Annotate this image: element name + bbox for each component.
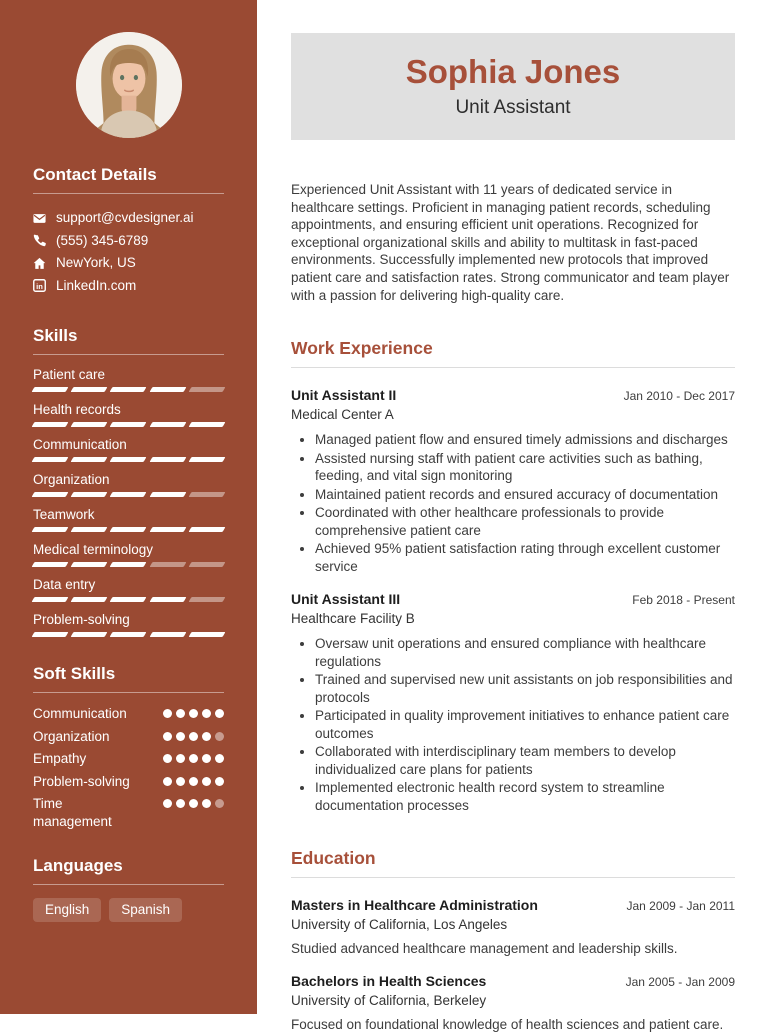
meter-segment — [71, 387, 108, 392]
meter-segment — [110, 527, 147, 532]
language-pill: English — [33, 898, 101, 922]
skills-heading: Skills — [33, 326, 224, 355]
job-dates: Feb 2018 - Present — [632, 593, 735, 608]
rating-dot — [163, 732, 172, 741]
skill-label: Data entry — [33, 577, 96, 592]
job-bullet: • Managed patient flow and ensured timely admissions and discharges — [315, 431, 735, 449]
main-content — [257, 0, 768, 1033]
skill-label: Medical terminology — [33, 542, 154, 557]
meter-segment — [188, 422, 225, 427]
meter-segment — [149, 492, 186, 497]
job-bullet: • Coordinated with other healthcare professionals to provide comprehensive patient care — [315, 504, 735, 539]
skill-meter — [33, 492, 224, 497]
contact-linkedin-text: LinkedIn.com — [56, 277, 137, 293]
job-bullet: • Collaborated with interdisciplinary team members to develop individualized care plans for patients — [315, 743, 735, 778]
meter-segment — [71, 632, 108, 637]
job-title: Unit Assistant II — [291, 387, 397, 404]
phone-icon — [33, 234, 46, 247]
education-entry — [291, 973, 735, 1033]
skill-meter — [33, 632, 224, 637]
education-entry-head — [291, 973, 735, 990]
job-title: Unit Assistant III — [291, 591, 401, 608]
soft-skill-label: Problem-solving — [33, 773, 130, 789]
skill-row — [33, 366, 224, 392]
job-bullet: • Oversaw unit operations and ensured compliance with healthcare regulations — [315, 635, 735, 670]
meter-segment — [110, 457, 147, 462]
rating-dot — [163, 777, 172, 786]
contact-item-linkedin[interactable] — [33, 275, 224, 298]
profile-photo — [76, 32, 182, 138]
skill-label: Health records — [33, 402, 121, 417]
skill-row — [33, 506, 224, 532]
meter-segment — [149, 562, 186, 567]
soft-skill-row — [33, 728, 224, 746]
home-icon — [33, 257, 46, 270]
contact-item-phone — [33, 230, 224, 253]
meter-segment — [71, 457, 108, 462]
avatar-illustration — [76, 32, 182, 138]
skill-row — [33, 541, 224, 567]
language-pill: Spanish — [109, 898, 182, 922]
job-bullet: • Implemented electronic health record system to streamline documentation processes — [315, 779, 735, 814]
contact-section — [33, 165, 224, 297]
job-bullet: • Achieved 95% patient satisfaction rating through excellent customer service — [315, 540, 735, 575]
meter-segment — [188, 387, 225, 392]
meter-segment — [71, 527, 108, 532]
degree-title: Masters in Healthcare Administration — [291, 897, 538, 914]
soft-skill-label: Organization — [33, 728, 110, 744]
skill-row — [33, 576, 224, 602]
meter-segment — [188, 492, 225, 497]
rating-dot — [215, 799, 224, 808]
rating-dot — [163, 709, 172, 718]
meter-segment — [110, 492, 147, 497]
skill-meter — [33, 527, 224, 532]
resume-header — [291, 33, 735, 140]
contact-item-location — [33, 252, 224, 275]
work-experience-section — [291, 338, 735, 814]
job-dates: Jan 2010 - Dec 2017 — [623, 389, 735, 404]
rating-dot — [176, 709, 185, 718]
work-experience-heading: Work Experience — [291, 338, 735, 368]
contact-heading: Contact Details — [33, 165, 224, 194]
rating-dots — [163, 773, 224, 786]
languages-heading: Languages — [33, 856, 224, 885]
job-bullet: • Maintained patient records and ensured accuracy of documentation — [315, 486, 735, 504]
skill-meter — [33, 387, 224, 392]
rating-dots — [163, 750, 224, 763]
contact-email-text: support@cvdesigner.ai — [56, 210, 194, 225]
skill-label: Communication — [33, 437, 127, 452]
meter-segment — [110, 387, 147, 392]
skill-row — [33, 471, 224, 497]
soft-skill-rows — [33, 705, 224, 830]
rating-dot — [202, 799, 211, 808]
rating-dot — [189, 777, 198, 786]
skill-label: Teamwork — [33, 507, 95, 522]
soft-skill-row — [33, 795, 224, 830]
education-dates: Jan 2009 - Jan 2011 — [626, 899, 735, 914]
contact-list — [33, 207, 224, 297]
rating-dot — [202, 754, 211, 763]
svg-text:in: in — [36, 282, 43, 291]
education-dates: Jan 2005 - Jan 2009 — [625, 975, 735, 990]
rating-dot — [189, 799, 198, 808]
education-entry — [291, 897, 735, 957]
meter-segment — [71, 492, 108, 497]
rating-dot — [202, 732, 211, 741]
job-bullet-list — [291, 635, 735, 814]
skill-meter — [33, 562, 224, 567]
contact-item-email[interactable] — [33, 207, 224, 230]
contact-location-text: NewYork, US — [56, 255, 136, 270]
meter-segment — [110, 632, 147, 637]
job-bullet: • Participated in quality improvement initiatives to enhance patient care outcomes — [315, 707, 735, 742]
person-name: Sophia Jones — [405, 52, 621, 90]
job-bullet: • Assisted nursing staff with patient care activities such as bathing, feeding, and vital sign monitoring — [315, 450, 735, 485]
email-icon — [33, 212, 46, 225]
rating-dot — [215, 709, 224, 718]
meter-segment — [149, 597, 186, 602]
languages-section — [33, 856, 224, 922]
skills-section — [33, 326, 224, 637]
meter-segment — [149, 527, 186, 532]
rating-dot — [176, 732, 185, 741]
rating-dot — [163, 754, 172, 763]
school-name: University of California, Berkeley — [291, 993, 487, 1009]
meter-segment — [188, 527, 225, 532]
skill-meter — [33, 597, 224, 602]
soft-skill-row — [33, 705, 224, 723]
soft-skill-label: Empathy — [33, 751, 87, 766]
meter-segment — [32, 457, 69, 462]
job-bullet: • Trained and supervised new unit assistants on job responsibilities and protocols — [315, 671, 735, 706]
rating-dot — [215, 754, 224, 763]
meter-segment — [110, 597, 147, 602]
education-entry-head — [291, 897, 735, 914]
meter-segment — [32, 597, 69, 602]
soft-skill-row — [33, 750, 224, 768]
school-name: University of California, Los Angeles — [291, 917, 508, 933]
rating-dots — [163, 795, 224, 808]
rating-dot — [215, 777, 224, 786]
meter-segment — [149, 457, 186, 462]
linkedin-icon — [33, 279, 46, 292]
summary-paragraph: Experienced Unit Assistant with 11 years of dedicated service in healthcare settings. Proficient in managing patient records, scheduling appointments, and ensuring efficient unit operations. Recognized for exceptional organizational skills and ability to multitask in fast-paced environments. Successfully implemented new protocols that improved patient care and satisfaction rates. Strong communicator and team player with a passion for delivering high-quality care. — [291, 182, 730, 303]
rating-dots — [163, 705, 224, 718]
meter-segment — [188, 632, 225, 637]
meter-segment — [32, 387, 69, 392]
sidebar — [0, 0, 257, 1014]
language-pills — [33, 898, 224, 922]
soft-skill-label: Time management — [33, 796, 112, 829]
job-bullet-list — [291, 431, 735, 575]
skill-row — [33, 436, 224, 462]
rating-dot — [215, 732, 224, 741]
job-company: Healthcare Facility B — [291, 611, 415, 627]
rating-dot — [189, 754, 198, 763]
education-description: Studied advanced healthcare management and leadership skills. — [291, 941, 678, 957]
meter-segment — [32, 632, 69, 637]
skill-label: Patient care — [33, 367, 106, 382]
rating-dot — [202, 709, 211, 718]
meter-segment — [32, 422, 69, 427]
meter-segment — [188, 562, 225, 567]
soft-skill-label: Communication — [33, 706, 127, 721]
education-description: Focused on foundational knowledge of health sciences and patient care. — [291, 1017, 724, 1033]
job-entry-head — [291, 387, 735, 404]
meter-segment — [71, 562, 108, 567]
education-heading: Education — [291, 848, 735, 878]
rating-dot — [176, 799, 185, 808]
meter-segment — [149, 387, 186, 392]
skill-meter — [33, 422, 224, 427]
rating-dot — [163, 799, 172, 808]
rating-dot — [189, 732, 198, 741]
meter-segment — [149, 422, 186, 427]
job-entry-head — [291, 591, 735, 608]
meter-segment — [32, 562, 69, 567]
meter-segment — [110, 422, 147, 427]
skill-label: Problem-solving — [33, 612, 130, 627]
job-company: Medical Center A — [291, 407, 394, 423]
meter-segment — [110, 562, 147, 567]
person-title: Unit Assistant — [455, 96, 571, 118]
meter-segment — [71, 422, 108, 427]
skill-meter — [33, 457, 224, 462]
rating-dots — [163, 728, 224, 741]
skill-rows — [33, 366, 224, 637]
skill-row — [33, 611, 224, 637]
meter-segment — [188, 457, 225, 462]
job-entry — [291, 387, 735, 575]
rating-dot — [176, 754, 185, 763]
degree-title: Bachelors in Health Sciences — [291, 973, 487, 990]
meter-segment — [32, 492, 69, 497]
meter-segment — [32, 527, 69, 532]
rating-dot — [202, 777, 211, 786]
meter-segment — [71, 597, 108, 602]
meter-segment — [149, 632, 186, 637]
education-section — [291, 848, 735, 1033]
skill-row — [33, 401, 224, 427]
meter-segment — [188, 597, 225, 602]
contact-phone-text: (555) 345-6789 — [56, 232, 149, 248]
soft-skill-row — [33, 773, 224, 791]
soft-skills-section — [33, 664, 224, 830]
skill-label: Organization — [33, 472, 110, 487]
soft-skills-heading: Soft Skills — [33, 664, 224, 693]
rating-dot — [176, 777, 185, 786]
rating-dot — [189, 709, 198, 718]
job-entry — [291, 591, 735, 814]
